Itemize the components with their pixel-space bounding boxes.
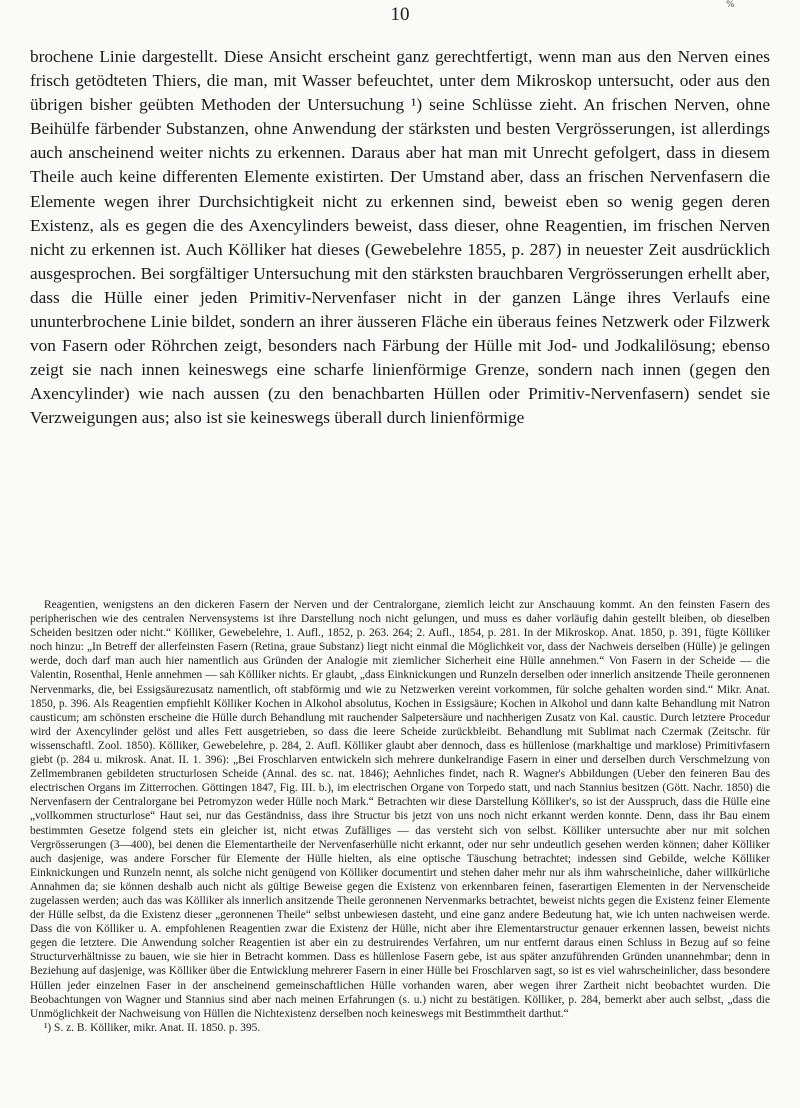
page-number: 10 (390, 4, 410, 25)
top-corner-mark: % (726, 0, 735, 10)
footnote-continuation: Reagentien, wenigstens an den dickeren Fasern der Nerven und der Centralorgane, ziemlich leicht zur Anschauung kommt. An den feinsten Fasern des peripherischen wie des centralen Nervensystems ist ihre Darstellung noch nicht gelungen, und muss es daher vorläufig dahin gestellt bleiben, ob dieselben Scheiden besitzen oder nicht.“ Kölliker, Gewebelehre, 1. Aufl., 1852, p. 263. 264; 2. Aufl., 1854, p. 281. In der Mikroskop. Anat. 1850, p. 391, fügte Kölliker noch hinzu: „In Betreff der allerfeinsten Fasern (Retina, graue Substanz) liegt nicht einmal die Möglichkeit vor, dass der Nachweis derselben (Hülle) je gelingen werde, doch darf man auch hier namentlich aus Gründen der Analogie mit ziemlicher Sicherheit eine Hülle annehmen.“ Von Fasern in der Scheide — die Valentin, Rosenthal, Henle annehmen — sah Kölliker nichts. Er glaubt, „dass Einknickungen und Runzeln derselben oder innerlich ansitzende Theile geronnenen Nervenmarks, die, bei Essigsäurezusatz namentlich, oft stabförmig und wie zu Netzwerken vereint vorkommen, für solche gehalten worden sind.“ Mikr. Anat. 1850, p. 396. Als Reagentien empfiehlt Kölliker Kochen in Alkohol absolutus, Kochen in Essigsäure; Kochen in Alkohol und dann kalte Behandlung mit Natron causticum; am schönsten erscheine die Hülle durch Behandlung mit rauchender Salpetersäure und nachherigen Zusatz von Kal. caustic. Durch letztere Procedur wird der Axencylinder gelöst und alles Fett ausgetrieben, so dass die leere Scheide zurückbleibt. Behandlung mit Sublimat nach Czermak (Zeitschr. für wissenschaftl. Zool. 1850). Kölliker, Gewebelehre, p. 284, 2. Aufl. Kölliker glaubt aber dennoch, dass es hüllenlose (markhaltige und marklose) Primitivfasern giebt (p. 284 u. mikrosk. Anat. II. 1. 396): „Bei Froschlarven entwickeln sich mehrere dunkelrandige Fasern in einer und derselben durch Verschmelzung von Zellmembranen gebildeten structurlosen Scheide (Annal. des sc. nat. 1846); Aehnliches findet, nach R. Wagner's Abbildungen (Ueber den feineren Bau des electrischen Organs im Zitterrochen. Göttingen 1847, Fig. III. b.), im electrischen Organe von Torpedo statt, und nach Stannius besitzen (Gött. Nachr. 1850) die Nervenfasern der Centralorgane bei Petromyzon weder Hülle noch Mark.“ Betrachten wir diese Darstellung Kölliker's, so ist der Ausspruch, dass die Hülle eine „vollkommen structurlose“ Haut sei, nur das Geständniss, dass ihre Structur bis jetzt von uns noch nicht erkannt werden konnte. Denn, dass ihr Bau einem bestimmten Gesetze folgend stets ein gleicher ist, nicht etwas Zufälliges — das versteht sich von selbst. Kölliker untersuchte aber nur mit solchen Vergrösserungen (3—400), bei denen die Elementartheile der Nervenfaserhülle nicht erkannt, oder nur sehr undeutlich gesehen werden können; daher Kölliker auch dasjenige, was andere Forscher für Elemente der Hülle hielten, als eine optische Täuschung betrachtet; indessen sind Gebilde, welche Kölliker Einknickungen und Runzeln nennt, als solche nicht genügend von Kölliker documentirt und stehen daher mehr nur als ihm wahrscheinliche, daher willkürliche Annahmen da; sie können deshalb auch nicht als gültige Beweise gegen die Existenz von erkennbaren feinen, faserartigen Elementen in der Nervenscheide zugelassen werden; auch das was Kölliker als innerlich ansitzende Theile geronnenen Nervenmarks betrachtet, beweist nichts gegen die Existenz feiner Elemente der Hülle selbst, da die Existenz dieser „geronnenen Theile“ selbst unbewiesen dasteht, und eine ganz andere Bedeutung hat, wie ich unten nachweisen werde. Dass die von Kölliker u. A. empfohlenen Reagentien zwar die Existenz der Hülle, nicht aber ihre Elementarstructur genauer erkennen lassen, beweist nichts gegen die letztere. Die Anwendung solcher Reagentien ist aber ein zu destruirendes Verfahren, um nur entfernt daraus einen Schluss in Bezug auf so feine Structurverhältnisse zu bauen, wie sie hier in Betracht kommen. Dass es hüllenlose Fasern gebe, ist aus später anzuführenden Gründen unannehmbar; denn in Beziehung auf dasjenige, was Kölliker über die Entwicklung mehrerer Fasern in einer Hülle bei Froschlarven sagt, so ist es viel wahrscheinlicher, dass besondere Hüllen jeder einzelnen Faser in der anscheinend gemeinschaftlichen Hülle vorhanden waren, aber wegen ihrer Zartheit nicht beobachtet wurden. Die Beobachtungen von Wagner und Stannius sind aber nach meinen Erfahrungen (s. u.) nicht zu bestätigen. Kölliker, p. 284, bemerkt aber auch selbst, „dass die Unmöglichkeit der Nachweisung von Hüllen die Nichtexistenz derselben noch keineswegs mit Bestimmtheit darthut.“ (30, 599, 770, 1020)
main-paragraph: brochene Linie dargestellt. Diese Ansicht erscheint ganz gerechtfertigt, wenn man aus den Nerven eines frisch getödteten Thiers, die man, mit Wasser befeuchtet, unter dem Mikroskop untersucht, oder aus den übrigen bisher geübten Methoden der Untersuchung ¹) seine Schlüsse zieht. An frischen Nerven, ohne Beihülfe färbender Substanzen, ohne Anwendung der stärksten und besten Vergrösserungen, ist allerdings auch anscheinend weiter nichts zu erkennen. Daraus aber hat man mit Unrecht gefolgert, dass in diesem Theile auch keine differenten Elemente existirten. Der Umstand aber, dass an frischen Nervenfasern die Elemente wegen ihrer Durchsichtigkeit nicht zu erkennen sind, beweist eben so wenig gegen deren Existenz, als es gegen die des Axencylinders beweist, dass dieser, ohne Reagentien, im frischen Nerven nicht zu erkennen ist. Auch Kölliker hat dieses (Gewebelehre 1855, p. 287) in neuester Zeit ausdrücklich ausgesprochen. Bei sorgfältiger Untersuchung mit den stärksten brauchbaren Vergrösserungen erhellt aber, dass die Hülle einer jeden Primitiv-Nervenfaser nicht in der ganzen Länge ihres Verlaufs eine ununterbrochene Linie bildet, sondern an ihrer äusseren Fläche ein überaus feines Netzwerk oder Filzwerk von Fasern oder Röhrchen zeigt, besonders nach Färbung der Hülle mit Jod- und Jodkalilösung; ebenso zeigt sie nach innen keineswegs eine scharfe linienförmige Grenze, sondern nach innen (gegen den Axencylinder) wie nach aussen (zu den benachbarten Hüllen oder Primitiv-Nervenfasern) sendet sie Verzweigungen aus; also ist sie keineswegs überall durch linienförmige (30, 47, 770, 428)
footnote-1: ¹) S. z. B. Kölliker, mikr. Anat. II. 1850. p. 395. (44, 1021, 261, 1034)
main-body-text (30, 45, 770, 431)
footnotes-block (30, 598, 770, 1035)
